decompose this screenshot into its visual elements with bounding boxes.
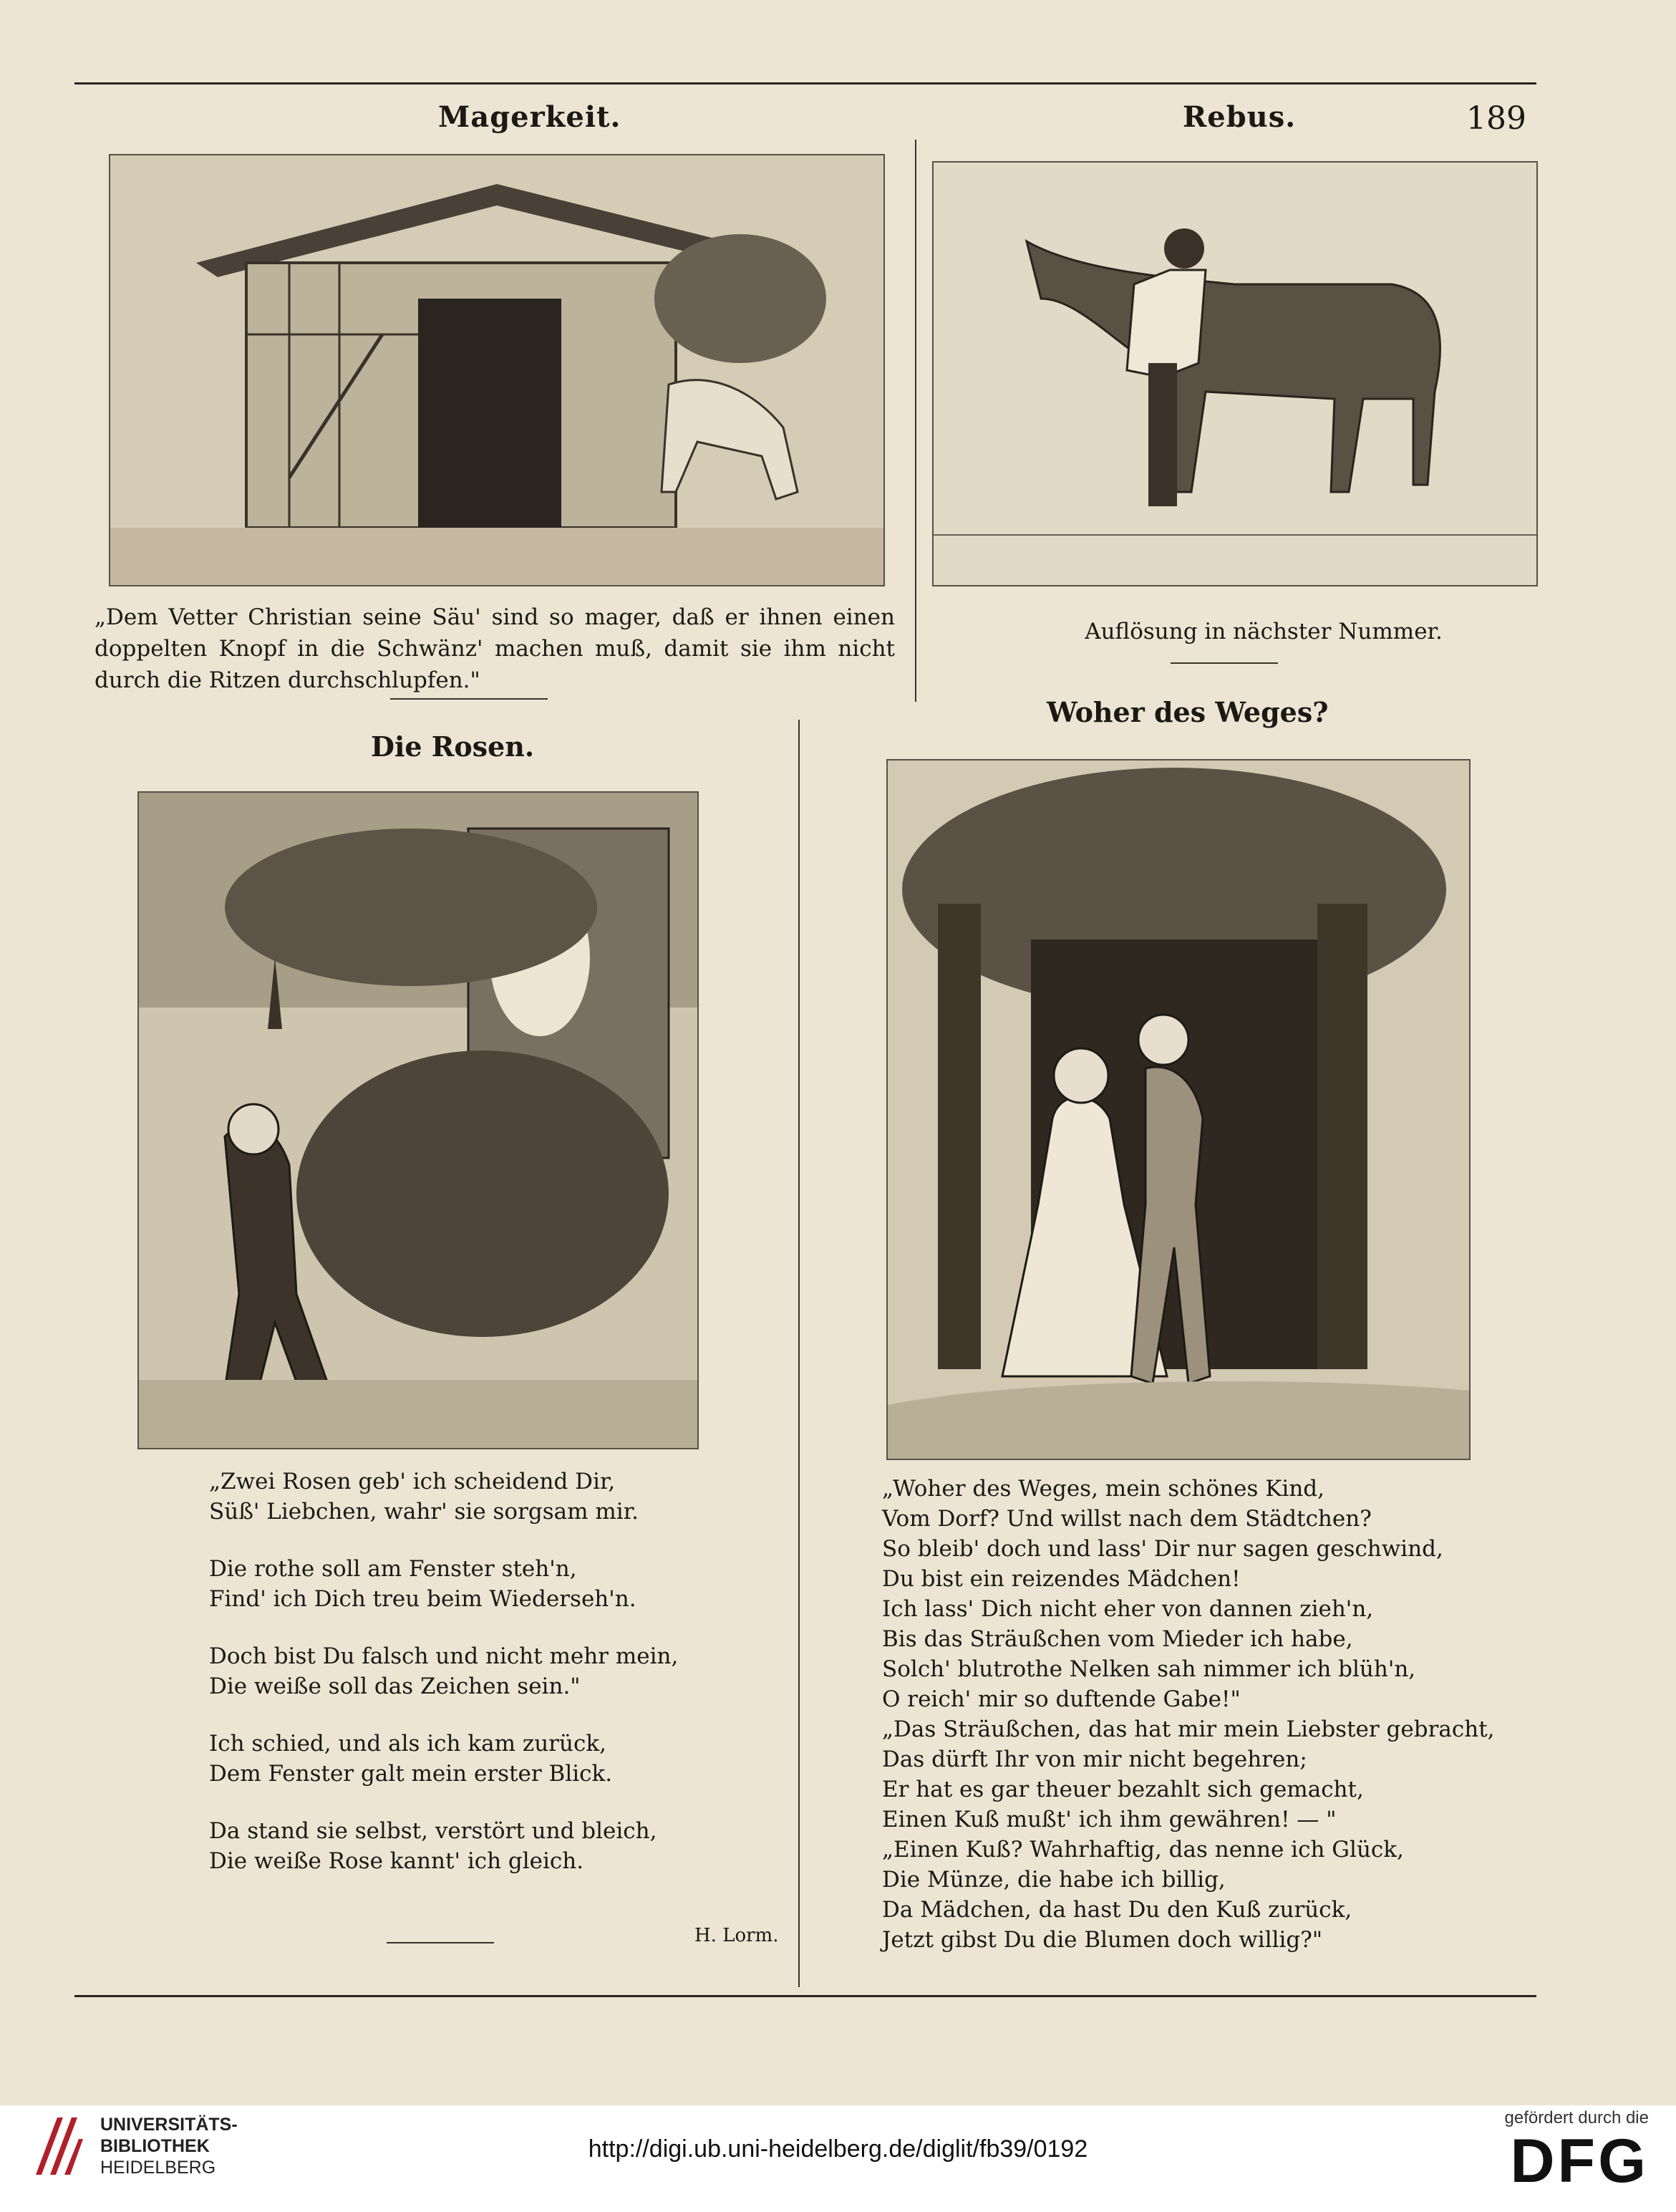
stanza-5 bbox=[209, 1816, 678, 1876]
stanza-4 bbox=[209, 1729, 678, 1789]
poem-line: Das dürft Ihr von mir nicht begehren; bbox=[882, 1747, 1307, 1772]
rosen-separator-bottom bbox=[387, 1942, 494, 1943]
poem-line: Du bist ein reizendes Mädchen! bbox=[882, 1566, 1241, 1592]
poem-line: Jetzt gibst Du die Blumen doch willig?" bbox=[882, 1927, 1323, 1953]
poem-line: „Das Sträußchen, das hat mir mein Liebster gebracht, bbox=[882, 1716, 1495, 1742]
poem-line: „Zwei Rosen geb' ich scheidend Dir, bbox=[209, 1469, 616, 1494]
poem-line: Dem Fenster galt mein erster Blick. bbox=[209, 1761, 613, 1787]
poem-line: O reich' mir so duftende Gabe!" bbox=[882, 1686, 1241, 1712]
poem-line: Ich lass' Dich nicht eher von dannen zieh'n, bbox=[882, 1596, 1374, 1622]
poem-line: „Einen Kuß? Wahrhaftig, das nenne ich Glück, bbox=[882, 1837, 1404, 1863]
dfg-funding-logo[interactable] bbox=[1470, 2108, 1649, 2201]
caption-rebus: Auflösung in nächster Nummer. bbox=[1085, 619, 1443, 644]
illustration-die-rosen bbox=[137, 791, 699, 1449]
poem-line: Die weiße Rose kannt' ich gleich. bbox=[209, 1848, 584, 1874]
heading-magerkeit: Magerkeit. bbox=[438, 100, 621, 134]
poem-line: Da Mädchen, da hast Du den Kuß zurück, bbox=[882, 1897, 1352, 1923]
poem-line: Die rothe soll am Fenster steh'n, bbox=[209, 1556, 577, 1582]
heading-rebus: Rebus. bbox=[1183, 100, 1297, 134]
illustration-pig-sty bbox=[109, 154, 885, 586]
illustration-woher-des-weges bbox=[886, 759, 1471, 1460]
poem-die-rosen bbox=[209, 1467, 678, 1903]
source-url-link[interactable]: http://digi.ub.uni-heidelberg.de/diglit/fb39/0192 bbox=[588, 2135, 1088, 2163]
poem-line: So bleib' doch und lass' Dir nur sagen geschwind, bbox=[882, 1536, 1443, 1562]
illustration-rebus-horse bbox=[932, 161, 1538, 586]
poem-line: Ich schied, und als ich kam zurück, bbox=[209, 1731, 606, 1757]
dfg-logo-text: DFG bbox=[1510, 2127, 1649, 2196]
stanza-3 bbox=[209, 1641, 678, 1701]
poem-line: Süß' Liebchen, wahr' sie sorgsam mir. bbox=[209, 1499, 639, 1525]
column-divider-bottom bbox=[798, 720, 800, 1987]
poem-line: Die Münze, die habe ich billig, bbox=[882, 1867, 1226, 1893]
caption-magerkeit: „Dem Vetter Christian seine Säu' sind so mager, daß er ihnen einen doppelten Knopf in die Schwänz' machen muß, damit sie ihm nicht durch die Ritzen durchschlupfen." bbox=[95, 604, 895, 693]
poem-woher-des-weges bbox=[882, 1474, 1495, 1955]
page-number: 189 bbox=[1466, 100, 1526, 137]
poem-line: Bis das Sträußchen vom Mieder ich habe, bbox=[882, 1626, 1353, 1652]
poem-line: Da stand sie selbst, verstört und bleich, bbox=[209, 1818, 657, 1844]
stanza-1 bbox=[209, 1467, 678, 1527]
library-name-line-3: HEIDELBERG bbox=[100, 2158, 216, 2178]
column-divider-top bbox=[915, 140, 916, 702]
poem-line: Er hat es gar theuer bezahlt sich gemacht, bbox=[882, 1777, 1364, 1802]
rosen-separator-top bbox=[390, 698, 548, 700]
poem-line: Solch' blutrothe Nelken sah nimmer ich blüh'n, bbox=[882, 1656, 1416, 1682]
poem-line: Einen Kuß mußt' ich ihm gewähren! — " bbox=[882, 1807, 1337, 1832]
title-woher-des-weges: Woher des Weges? bbox=[1047, 696, 1329, 728]
poem-line: Vom Dorf? Und willst nach dem Städtchen? bbox=[882, 1506, 1372, 1532]
poem-line: Find' ich Dich treu beim Wiederseh'n. bbox=[209, 1586, 636, 1612]
stanza-2 bbox=[209, 1554, 678, 1614]
funding-text: gefördert durch die bbox=[1504, 2108, 1649, 2128]
library-name-line-2: BIBLIOTHEK bbox=[100, 2136, 210, 2156]
title-die-rosen: Die Rosen. bbox=[371, 730, 535, 763]
author-signature: H. Lorm. bbox=[694, 1925, 779, 1946]
rebus-separator bbox=[1171, 662, 1278, 664]
poem-line: „Woher des Weges, mein schönes Kind, bbox=[882, 1476, 1324, 1502]
poem-line: Doch bist Du falsch und nicht mehr mein, bbox=[209, 1643, 679, 1669]
library-name-line-1: UNIVERSITÄTS- bbox=[100, 2115, 238, 2135]
poem-line: Die weiße soll das Zeichen sein." bbox=[209, 1674, 581, 1699]
